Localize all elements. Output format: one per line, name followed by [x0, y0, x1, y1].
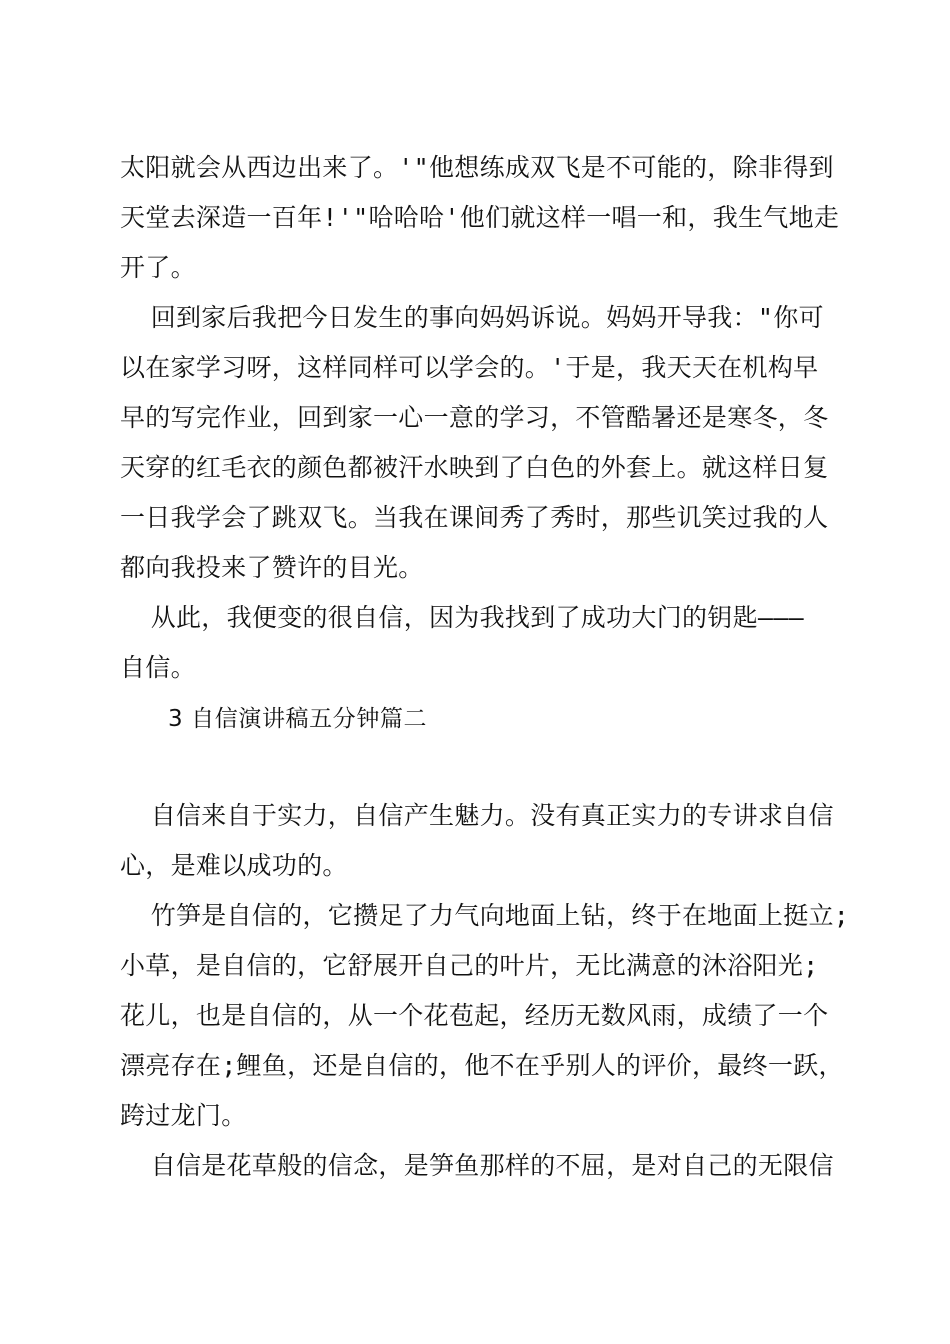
text-line: 自信是花草般的信念，是笋鱼那样的不屈，是对自己的无限信 — [120, 1151, 834, 1180]
text-line: 跨过龙门。 — [120, 1101, 247, 1130]
text-line: 天穿的红毛衣的颜色都被汗水映到了白色的外套上。就这样日复 — [120, 453, 829, 482]
text-line: 一日我学会了跳双飞。当我在课间秀了秀时，那些讥笑过我的人 — [120, 503, 829, 532]
text-line: 早的写完作业，回到家一心一意的学习，不管酷暑还是寒冬，冬 — [120, 403, 829, 432]
text-line: 开了。 — [120, 253, 196, 282]
text-line: 都向我投来了赞许的目光。 — [120, 553, 424, 582]
text-line: 回到家后我把今日发生的事向妈妈诉说。妈妈开导我："你可 — [120, 303, 824, 332]
section-heading: 3 自信演讲稿五分钟篇二 — [168, 706, 428, 732]
text-line: 太阳就会从西边出来了。'"他想练成双飞是不可能的，除非得到 — [120, 153, 834, 182]
text-line: 自信。 — [120, 653, 196, 682]
text-line: 花儿，也是自信的，从一个花苞起，经历无数风雨，成绩了一个 — [120, 1001, 829, 1030]
text-line: 漂亮存在;鲤鱼，还是自信的，他不在乎别人的评价，最终一跃， — [120, 1051, 844, 1080]
text-line: 竹笋是自信的，它攒足了力气向地面上钻，终于在地面上挺立; — [120, 901, 850, 930]
text-line: 天堂去深造一百年!'"哈哈哈'他们就这样一唱一和，我生气地走 — [120, 203, 840, 232]
text-line: 以在家学习呀，这样同样可以学会的。'于是，我天天在机构早 — [120, 353, 819, 382]
text-line: 从此，我便变的很自信，因为我找到了成功大门的钥匙——— — [120, 603, 804, 632]
text-line: 小草，是自信的，它舒展开自己的叶片，无比满意的沐浴阳光; — [120, 951, 819, 980]
text-line: 自信来自于实力，自信产生魅力。没有真正实力的专讲求自信 — [120, 801, 834, 830]
text-line: 心，是难以成功的。 — [120, 851, 348, 880]
